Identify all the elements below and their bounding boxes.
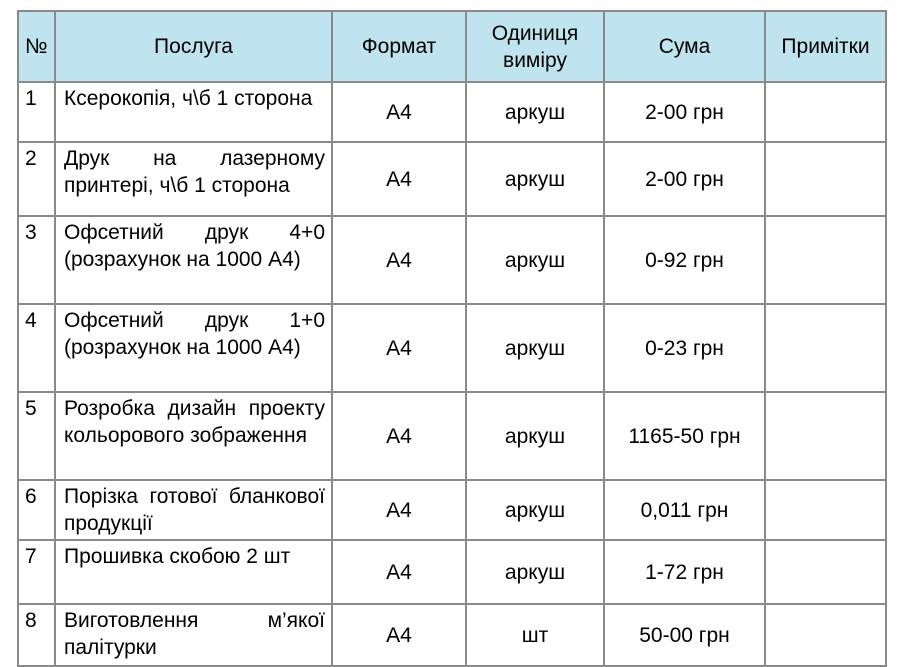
header-notes: Примітки — [765, 11, 886, 82]
row-service: Друк на лазерному принтері, ч\б 1 сторона — [55, 142, 332, 216]
row-sum: 2-00 грн — [604, 82, 765, 142]
table-row — [18, 304, 886, 392]
header-sum: Сума — [604, 11, 765, 82]
row-format: А4 — [332, 142, 466, 216]
row-notes — [765, 480, 886, 540]
row-service: Ксерокопія, ч\б 1 сторона — [55, 82, 332, 142]
table-row — [18, 540, 886, 604]
row-service: Виготовлення м’якої палітурки — [55, 604, 332, 666]
header-service: Послуга — [55, 11, 332, 82]
row-unit: аркуш — [466, 216, 604, 304]
row-format: А4 — [332, 82, 466, 142]
row-sum: 2-00 грн — [604, 142, 765, 216]
table-body — [18, 82, 886, 666]
row-notes — [765, 142, 886, 216]
header-number: № — [18, 11, 55, 82]
table-row — [18, 216, 886, 304]
row-unit: аркуш — [466, 540, 604, 604]
row-notes — [765, 304, 886, 392]
row-service: Офсетний друк 4+0 (розрахунок на 1000 А4) — [55, 216, 332, 304]
row-unit: аркуш — [466, 304, 604, 392]
row-number: 5 — [18, 392, 55, 480]
row-notes — [765, 392, 886, 480]
row-number: 1 — [18, 82, 55, 142]
header-format: Формат — [332, 11, 466, 82]
row-notes — [765, 604, 886, 666]
row-format: А4 — [332, 304, 466, 392]
row-format: А4 — [332, 216, 466, 304]
row-sum: 1165-50 грн — [604, 392, 765, 480]
row-number: 7 — [18, 540, 55, 604]
row-unit: аркуш — [466, 142, 604, 216]
row-number: 6 — [18, 480, 55, 540]
row-number: 4 — [18, 304, 55, 392]
table-row — [18, 480, 886, 540]
row-unit: шт — [466, 604, 604, 666]
price-table-container — [17, 10, 885, 667]
header-row — [18, 11, 886, 82]
row-number: 8 — [18, 604, 55, 666]
row-unit: аркуш — [466, 392, 604, 480]
row-format: А4 — [332, 540, 466, 604]
row-service: Порізка готової бланкової продукції — [55, 480, 332, 540]
row-unit: аркуш — [466, 82, 604, 142]
row-format: А4 — [332, 480, 466, 540]
row-service: Прошивка скобою 2 шт — [55, 540, 332, 604]
row-sum: 0-92 грн — [604, 216, 765, 304]
header-unit-line2: виміру — [503, 48, 567, 72]
row-sum: 50-00 грн — [604, 604, 765, 666]
table-header — [18, 11, 886, 82]
row-format: А4 — [332, 604, 466, 666]
table-row — [18, 392, 886, 480]
row-notes — [765, 216, 886, 304]
price-table — [17, 10, 887, 667]
row-sum: 1-72 грн — [604, 540, 765, 604]
header-unit-line1: Одиниця — [491, 21, 579, 45]
row-notes — [765, 540, 886, 604]
row-notes — [765, 82, 886, 142]
row-sum: 0,011 грн — [604, 480, 765, 540]
row-unit: аркуш — [466, 480, 604, 540]
row-number: 3 — [18, 216, 55, 304]
row-service: Розробка дизайн проекту кольорового зображення — [55, 392, 332, 480]
row-sum: 0-23 грн — [604, 304, 765, 392]
table-row — [18, 142, 886, 216]
row-format: А4 — [332, 392, 466, 480]
row-service: Офсетний друк 1+0 (розрахунок на 1000 А4) — [55, 304, 332, 392]
header-unit — [466, 11, 604, 82]
table-row — [18, 604, 886, 666]
row-number: 2 — [18, 142, 55, 216]
table-row — [18, 82, 886, 142]
